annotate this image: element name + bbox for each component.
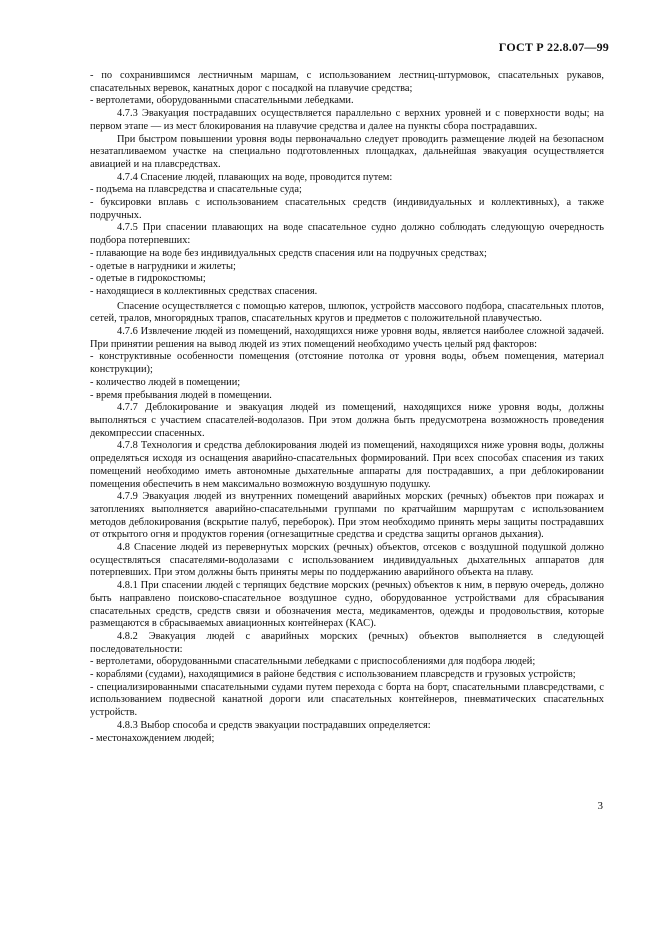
paragraph-4-7-5: 4.7.5 При спасении плавающих на воде спасательное судно должно соблюдать следующую очередность подбора потерпевших:: [90, 222, 604, 247]
list-item: - кораблями (судами), находящимися в районе бедствия с использованием плавсредств и грузовых устройств;: [90, 669, 576, 681]
list-item: - вертолетами, оборудованными спасательными лебедками с приспособлениями для подбора людей;: [90, 656, 536, 668]
list-item: - количество людей в помещении;: [90, 376, 241, 388]
paragraph-4-7-9: 4.7.9 Эвакуация людей из внутренних помещений аварийных морских (речных) объектов при пожарах и затоплениях выполняется аварийно-спасательными группами по кратчайшим маршрутам с использованием методов деблокирования (вскрытие палуб, переборок). При этом необходимо принять меры защиты пострадавших от открытого огня и продуктов горения (огнезащитные средства и средства защиты органов дыхания).: [90, 491, 604, 541]
paragraph-4-8-1: 4.8.1 При спасении людей с терпящих бедствие морских (речных) объектов к ним, в первую очередь, должно быть направлено поисково-спасательное воздушное судно, оборудованное устройствами для сбрасывания спасательных средств, средств связи и обозначения места, медикаментов, одежды и продовольствия, которые размещаются в сбрасываемых авиационных контейнерах (КАС).: [90, 580, 604, 630]
paragraph-4-7-6: 4.7.6 Извлечение людей из помещений, находящихся ниже уровня воды, является наиболее сложной задачей. При принятии решения на вывод людей из этих помещений необходимо учесть целый ряд факторов:: [90, 326, 604, 350]
list-item: - время пребывания людей в помещении.: [90, 389, 272, 401]
list-item: - местонахождением людей;: [90, 732, 215, 744]
document-body: [90, 70, 604, 745]
list-item: - конструктивные особенности помещения (отстояние потолка от уровня воды, объем помещения, материал конструкции);: [90, 351, 604, 376]
list-item: - по сохранившимся лестничным маршам, с использованием лестниц-штурмовок, спасательных рукавов, спасательных веревок, канатных дорог с посадкой на плавучие средства;: [90, 70, 604, 94]
paragraph-4-7-4: 4.7.4 Спасение людей, плавающих на воде, проводится путем:: [117, 171, 393, 183]
paragraph-4-8-2: 4.8.2 Эвакуация людей с аварийных морских (речных) объектов выполняется в следующей последовательности:: [90, 630, 604, 655]
list-item: - одетые в гидрокостюмы;: [90, 273, 206, 285]
list-item: - специализированными спасательными судами путем перехода с борта на борт, спасательными плавсредствами, с использованием подвесной канатной дороги или спасательных контейнеров, пневматических спасательных устройств.: [90, 681, 604, 719]
paragraph-4-7-3: 4.7.3 Эвакуация пострадавших осуществляется параллельно с верхних уровней и с поверхности воды; на первом этапе — из мест блокирования на плавучие средства и далее на пункты сбора пострадавших.: [90, 108, 604, 132]
paragraph: Спасение осуществляется с помощью катеров, шлюпок, устройств массового подбора, спасательных плотов, сетей, тралов, многорядных трапов, спасательных кругов и предметов с положительной плавучестью.: [90, 300, 604, 325]
page-number: 3: [597, 800, 603, 812]
list-item: - находящиеся в коллективных средствах спасения.: [90, 285, 318, 297]
document-code: ГОСТ Р 22.8.07—99: [498, 40, 609, 54]
paragraph-4-8-3: 4.8.3 Выбор способа и средств эвакуации пострадавших определяется:: [117, 719, 431, 731]
list-item: - подъема на плавсредства и спасательные суда;: [90, 184, 302, 196]
paragraph: При быстром повышении уровня воды первоначально следует проводить размещение людей на безопасном незатапливаемом участке на специально подготовленных площадках, дальнейшая эвакуация осуществляется авиацией и на плавсредствах.: [90, 133, 604, 170]
paragraph-4-7-7: 4.7.7 Деблокирование и эвакуация людей из помещений, находящихся ниже уровня воды, должны выполняться с участием спасателей-водолазов. При этом должна быть предусмотрена возможность проведения декомпрессии спасенных.: [90, 402, 604, 439]
list-item: - буксировки вплавь с использованием спасательных средств (индивидуальных и коллективных), а также подручных.: [90, 197, 604, 221]
paragraph-4-8: 4.8 Спасение людей из перевернутых морских (речных) объектов, отсеков с воздушной подушкой должно осуществляться спасателями-водолазами с использованием индивидуальных дыхательных аппаратов для потерпевших. При этом должны быть приняты меры по поддержанию аварийного объекта на плаву.: [90, 542, 604, 579]
list-item: - вертолетами, оборудованными спасательными лебедками.: [90, 95, 354, 107]
paragraph-4-7-8: 4.7.8 Технология и средства деблокирования людей из помещений, находящихся ниже уровня воды, должны определяться исходя из оснащения аварийно-спасательных формирований. При всех способах спасения из таких помещений необходимо иметь автономные дыхательные аппараты для пострадавших, а при деблокировании помещения обеспечить в нем максимально возможную воздушную подушку.: [90, 440, 604, 490]
list-item: - плавающие на воде без индивидуальных средств спасения или на подручных средствах;: [90, 247, 487, 259]
list-item: - одетые в нагрудники и жилеты;: [90, 260, 236, 272]
